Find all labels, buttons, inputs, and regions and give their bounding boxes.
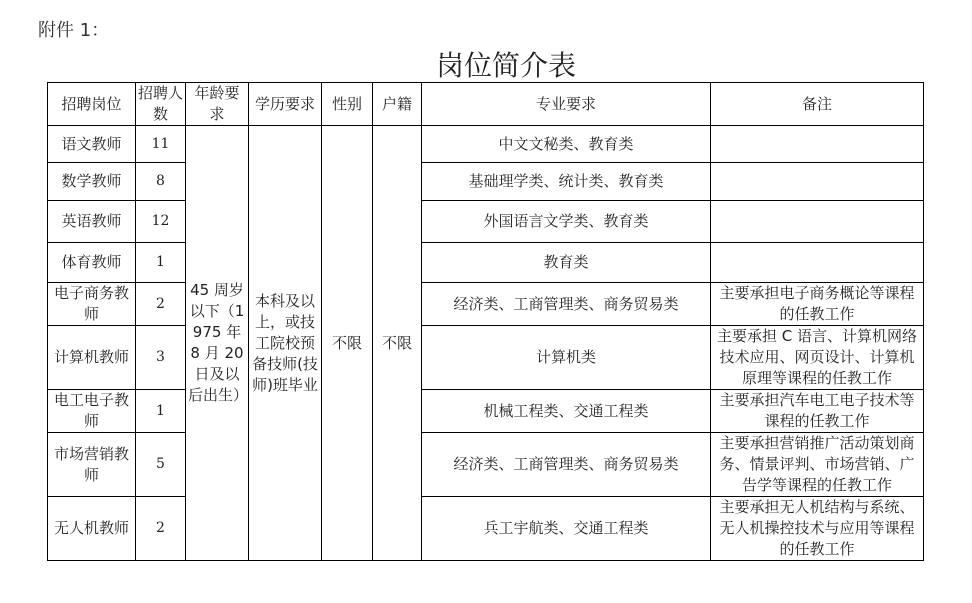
note-cell [711, 201, 924, 243]
major-cell: 经济类、工商管理类、商务贸易类 [422, 433, 711, 497]
position-cell: 电工电子教师 [48, 390, 136, 433]
header-household: 户籍 [373, 83, 422, 126]
major-cell: 机械工程类、交通工程类 [422, 390, 711, 433]
count-cell: 2 [136, 497, 186, 561]
note-cell [711, 243, 924, 283]
count-cell: 12 [136, 201, 186, 243]
table-header-row [48, 83, 924, 126]
position-cell: 市场营销教师 [48, 433, 136, 497]
education-requirement-cell: 本科及以上，或技工院校预备技师(技师)班毕业 [249, 126, 322, 561]
major-cell: 中文文秘类、教育类 [422, 126, 711, 163]
age-requirement-cell: 45 周岁以下（1975 年 8 月 20 日及以后出生） [186, 126, 249, 561]
note-cell [711, 163, 924, 201]
note-cell: 主要承担无人机结构与系统、无人机操控技术与应用等课程的任教工作 [711, 497, 924, 561]
position-cell: 电子商务教师 [48, 283, 136, 326]
note-cell: 主要承担汽车电工电子技术等课程的任教工作 [711, 390, 924, 433]
major-cell: 兵工宇航类、交通工程类 [422, 497, 711, 561]
position-cell: 计算机教师 [48, 326, 136, 390]
table-row [48, 497, 924, 561]
header-count: 招聘人数 [136, 83, 186, 126]
count-cell: 1 [136, 243, 186, 283]
major-cell: 基础理学类、统计类、教育类 [422, 163, 711, 201]
table-row [48, 326, 924, 390]
count-cell: 1 [136, 390, 186, 433]
table-row [48, 201, 924, 243]
count-cell: 5 [136, 433, 186, 497]
major-cell: 经济类、工商管理类、商务贸易类 [422, 283, 711, 326]
note-cell: 主要承担电子商务概论等课程的任教工作 [711, 283, 924, 326]
attachment-label: 附件 1： [38, 20, 110, 41]
major-cell: 教育类 [422, 243, 711, 283]
position-cell: 英语教师 [48, 201, 136, 243]
count-cell: 8 [136, 163, 186, 201]
note-cell: 主要承担 C 语言、计算机网络技术应用、网页设计、计算机原理等课程的任教工作 [711, 326, 924, 390]
table-row [48, 163, 924, 201]
header-age: 年龄要求 [186, 83, 249, 126]
table-row [48, 283, 924, 326]
note-cell: 主要承担营销推广活动策划商务、情景评判、市场营销、广告学等课程的任教工作 [711, 433, 924, 497]
position-cell: 体育教师 [48, 243, 136, 283]
gender-cell: 不限 [322, 126, 373, 561]
count-cell: 2 [136, 283, 186, 326]
position-cell: 无人机教师 [48, 497, 136, 561]
position-cell: 语文教师 [48, 126, 136, 163]
header-note: 备注 [711, 83, 924, 126]
header-gender: 性别 [322, 83, 373, 126]
count-cell: 11 [136, 126, 186, 163]
header-position: 招聘岗位 [48, 83, 136, 126]
note-cell [711, 126, 924, 163]
header-major: 专业要求 [422, 83, 711, 126]
table-row [48, 243, 924, 283]
major-cell: 计算机类 [422, 326, 711, 390]
major-cell: 外国语言文学类、教育类 [422, 201, 711, 243]
header-education: 学历要求 [249, 83, 322, 126]
position-cell: 数学教师 [48, 163, 136, 201]
count-cell: 3 [136, 326, 186, 390]
table-row [48, 433, 924, 497]
household-cell: 不限 [373, 126, 422, 561]
page-title: 岗位简介表 [435, 49, 576, 82]
position-table [47, 82, 924, 561]
table-row [48, 390, 924, 433]
table-row [48, 126, 924, 163]
